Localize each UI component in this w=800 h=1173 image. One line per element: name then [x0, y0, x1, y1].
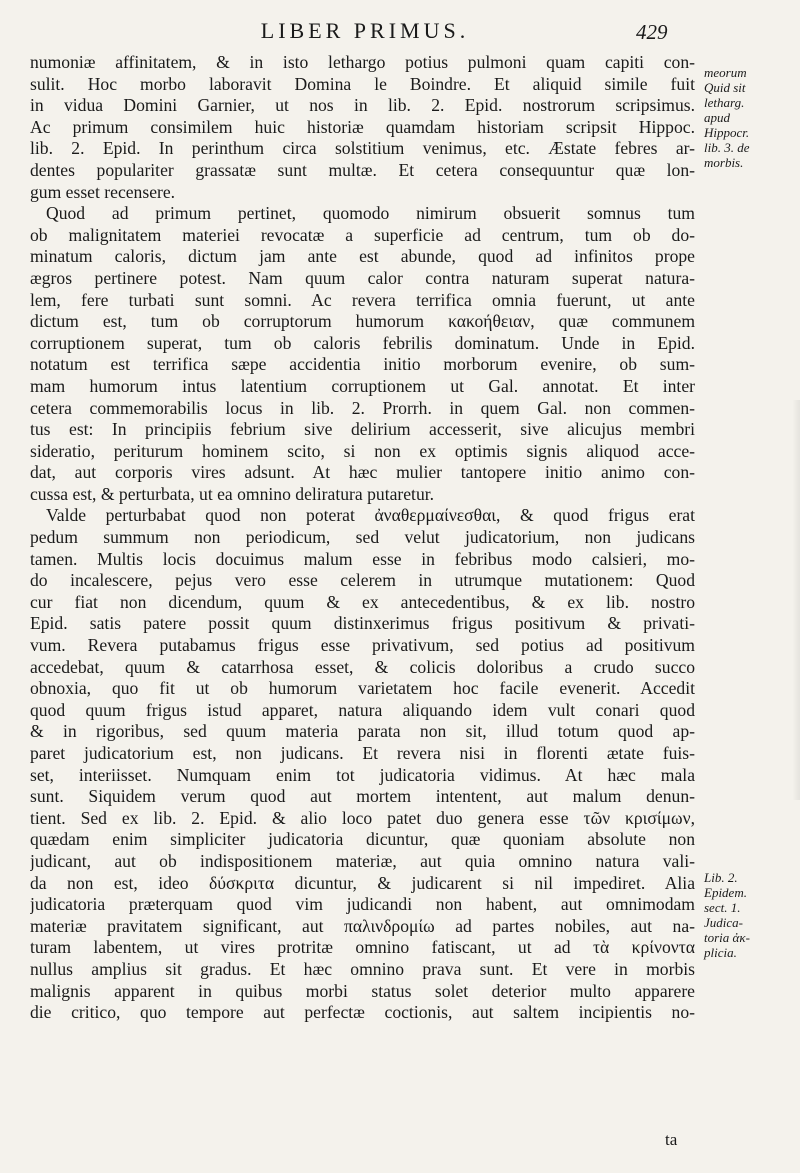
margin-note-line: Lib. 2. — [704, 870, 738, 885]
text-line: lem, fere turbati sunt somni. Ac revera terrifica omnia fuerunt, ut ante — [30, 289, 695, 310]
text-line: ægros pertinere potest. Nam quum calor contra naturam superat natura- — [30, 267, 695, 288]
text-line: pedum summum non periodicum, sed velut judicatorium, non judicans — [30, 527, 695, 548]
margin-note — [704, 65, 796, 170]
text-line: nullus amplius sit gradus. Et hæc omnino prava sunt. Et vere in morbis — [30, 958, 695, 979]
text-line: sulit. Hoc morbo laboravit Domina le Boindre. Et aliquid simile fuit — [30, 73, 695, 94]
text-line: do incalescere, pejus vero esse celerem in utrumque mutationem: Quod — [30, 570, 695, 591]
text-line: numoniæ affinitatem, & in isto lethargo potius pulmoni quam capiti con- — [30, 52, 695, 72]
margin-note — [704, 870, 796, 960]
text-line: set, interiisset. Numquam enim tot judicatoria vidimus. At hæc mala — [30, 764, 695, 785]
text-line: accedebat, quum & catarrhosa esset, & colicis doloribus a crudo succo — [30, 656, 695, 677]
catchword: ta — [665, 1130, 678, 1149]
margin-note-line: meorum — [704, 65, 747, 80]
margin-note-line: Hippocr. — [704, 125, 750, 140]
margin-note-line: plicia. — [704, 945, 737, 960]
page-number: 429 — [636, 20, 668, 44]
text-line: judicatoria præterquam quod vim judicandi non habent, aut omnimodam — [30, 894, 695, 915]
text-line: da non est, ideo δύσκριτα dicuntur, & judicarent si nil impediret. Alia — [30, 872, 695, 893]
margin-note-line: morbis. — [704, 155, 744, 170]
text-line: vum. Revera putabamus frigus esse privativum, sed potius ad positivum — [30, 635, 695, 656]
text-line: in vidua Domini Garnier, ut nos in lib. 2. Epid. nostrorum scripsimus. — [30, 95, 695, 116]
text-line: die critico, quo tempore aut perfectæ coctionis, aut saltem incipientis no- — [30, 1002, 695, 1023]
text-line: dentes populariter grassatæ sunt multæ. Et cetera consequuntur quæ lon- — [30, 159, 695, 180]
text-line: sunt. Siquidem verum quod aut mortem intentent, aut malum denun- — [30, 786, 695, 807]
margin-note-line: apud — [704, 110, 730, 125]
text-line: Ac primum consimilem huic historiæ quamdam historiam scripsit Hippoc. — [30, 116, 695, 137]
text-line: dictum est, tum ob corruptorum humorum κακοήθειαν, quæ communem — [30, 311, 695, 332]
text-line: malignis apparent in quibus morbi status solet deterior multo apparere — [30, 980, 695, 1001]
margin-note-line: sect. 1. — [704, 900, 741, 915]
margin-note-line: Epidem. — [704, 885, 747, 900]
text-line: turam labentem, ut vires protritæ omnino fatiscant, ut ad τὰ κρίνοντα — [30, 937, 695, 958]
text-line: paret judicatorium est, non judicans. Et revera nisi in florenti ætate fuis- — [30, 743, 695, 763]
text-line: tient. Sed ex lib. 2. Epid. & alio loco patet duo genera esse τῶν κρισίμων, — [30, 807, 695, 828]
text-line: judicant, aut ob indispositionem materiæ, aut quia omnino natura vali- — [30, 850, 695, 871]
margin-note-line: Quid sit — [704, 80, 746, 95]
text-line: quod quum frigus istud apparet, natura aliquando idem vult conari quod — [30, 699, 695, 720]
text-line: & in rigoribus, sed quum materia parata non sit, illud totum quod ap- — [30, 721, 695, 742]
text-line: tamen. Multis locis docuimus malum esse in febribus modo calsieri, mo- — [30, 548, 695, 569]
text-line: Valde perturbabat quod non poterat ἀναθερμαίνεσθαι, & quod frigus erat — [46, 505, 695, 526]
running-title: LIBER PRIMUS. — [260, 18, 470, 43]
text-line: sideratio, periturum hominem scito, si non ex optimis signis aliquod acce- — [30, 440, 695, 461]
text-line: minatum caloris, dictum jam ante est abunde, quod ad infinitos prope — [30, 246, 695, 267]
margin-note-line: letharg. — [704, 95, 745, 110]
text-line: cur fiat non dicendum, quum & ex antecedentibus, & ex lib. nostro — [30, 591, 695, 612]
text-line: tus est: In principiis febrium sive delirium accesserit, sive alicujus membri — [30, 419, 695, 440]
text-line: corruptionem superat, tum ob caloris febrilis dominatum. Unde in Epid. — [30, 332, 695, 353]
page-edge-shadow — [792, 400, 800, 800]
body-text — [30, 52, 695, 1024]
text-line: quædam enim simpliciter judicatoria dicuntur, quæ quoniam absolute non — [30, 829, 695, 850]
text-line: ob malignitatem materiei revocatæ a superficie ad centrum, tum ob do- — [30, 224, 695, 245]
text-line: Epid. satis patere possit quum distinxerimus frigus positivum & privati- — [30, 613, 695, 634]
text-line: notatum est terrifica sæpe accidentia initio morborum evenire, ob sum- — [30, 354, 695, 375]
margin-note-line: lib. 3. de — [704, 140, 750, 155]
text-line: cetera commemorabilis locus in lib. 2. Prorrh. in quem Gal. non commen- — [30, 397, 695, 418]
text-line: cussa est, & perturbata, ut ea omnino deliratura putaretur. — [30, 483, 435, 504]
text-line: obnoxia, quo fit ut ob humorum varietatem hoc facile evenerit. Accedit — [30, 678, 695, 699]
margin-note-line: Judica- — [704, 915, 743, 930]
page-header — [0, 18, 800, 52]
text-line: dat, aut corporis vires adsunt. At hæc mulier tantopere initio animo con- — [30, 462, 695, 483]
text-line: lib. 2. Epid. In perinthum circa solstitium venimus, etc. Æstate febres ar- — [30, 138, 695, 159]
text-line: mam humorum intus latentium corruptionem ut Gal. annotat. Et inter — [30, 375, 695, 396]
margin-note-line: toria ἀκ- — [704, 930, 750, 945]
text-line: gum esset recensere. — [30, 181, 176, 202]
text-line: materiæ pravitatem significant, aut παλινδρομίω ad partes nobiles, aut na- — [30, 915, 695, 936]
text-line: Quod ad primum pertinet, quomodo nimirum obsuerit somnus tum — [46, 203, 695, 224]
